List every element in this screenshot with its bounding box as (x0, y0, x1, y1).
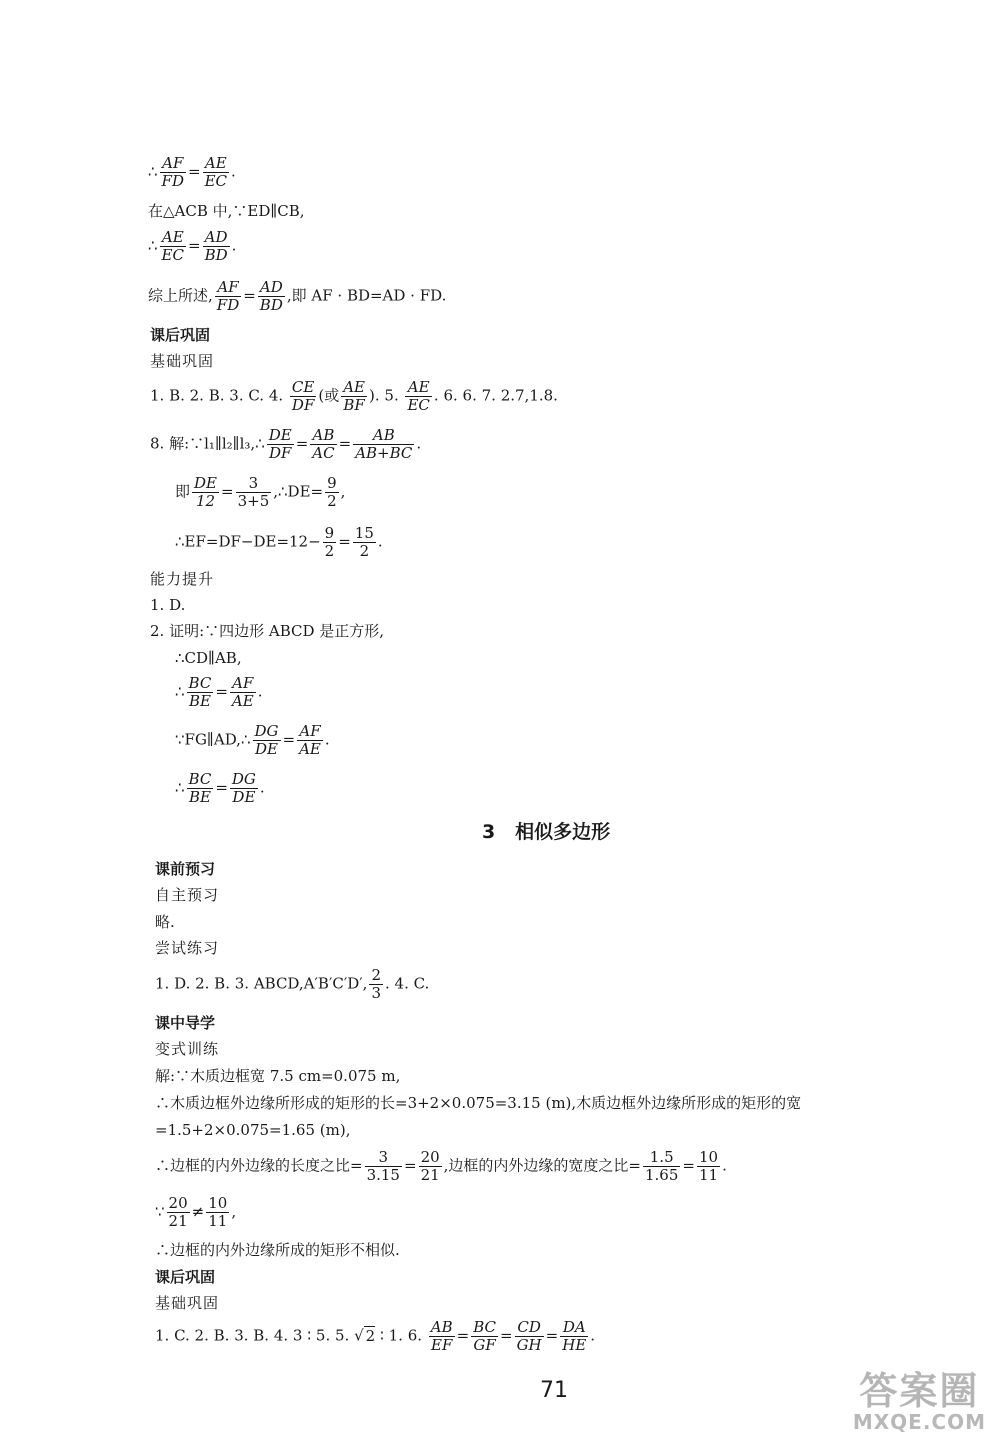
numerator: 1.5 (649, 1148, 674, 1166)
fraction (643, 1150, 680, 1183)
fraction (310, 428, 336, 461)
fraction (187, 676, 214, 709)
solution-text: ,边框的内外边缘的宽度之比= (443, 1156, 641, 1175)
fraction (258, 280, 285, 313)
answers-text: 1. C. 2. B. 3. B. 4. 3 ∶ 5. 5. (155, 1326, 355, 1345)
fraction (230, 676, 256, 709)
fraction (203, 230, 230, 263)
denominator: EF (429, 1336, 455, 1353)
equals: = (456, 1326, 470, 1345)
denominator: BF (341, 396, 367, 413)
punct: . (231, 236, 237, 255)
punct: . (257, 682, 263, 701)
answers-text: . 4. C. (385, 974, 430, 993)
punct: . (231, 162, 236, 181)
numerator: 9 (324, 524, 335, 542)
line-bc-be-af-ae (175, 676, 262, 709)
line-not-equal (155, 1196, 236, 1229)
numerator: AE (204, 154, 227, 172)
equals: = (338, 434, 352, 453)
equals: = (338, 532, 351, 551)
line-ability-2: 2. 证明:∵四边形 ABCD 是正方形, (150, 622, 385, 640)
denominator: BD (204, 246, 228, 264)
numerator: DE (268, 426, 292, 444)
fraction (192, 476, 219, 509)
numerator: 9 (327, 474, 337, 492)
numerator: AE (161, 228, 184, 246)
radicand: 2 (365, 1326, 376, 1345)
solution-text: ∴边框的内外边缘的长度之比= (155, 1156, 363, 1175)
fraction (160, 230, 186, 263)
punct: . (259, 778, 265, 797)
fraction (353, 526, 376, 559)
line-solution-width: 解:∵木质边框宽 7.5 cm=0.075 m, (155, 1067, 401, 1085)
denominator: AE (231, 692, 254, 710)
section-title (482, 823, 610, 842)
denominator: DF (291, 396, 315, 414)
denominator: 1.65 (645, 1166, 679, 1184)
numerator: 10 (208, 1194, 228, 1212)
sqrt-sign: √ (354, 1326, 364, 1345)
watermark-site: MXQE.COM (852, 1410, 986, 1434)
answers-text: ). 5. (369, 386, 404, 405)
equals: = (682, 1156, 695, 1175)
subheading-try-practice: 尝试练习 (155, 939, 220, 957)
equals: = (187, 162, 201, 181)
therefore-symbol: ∴ (175, 682, 185, 701)
line-try-answers (155, 968, 429, 1001)
denominator: 3.15 (366, 1166, 400, 1184)
heading-after-class-2: 课后巩固 (155, 1268, 216, 1286)
line-q8-solution (150, 428, 421, 461)
equals: = (221, 482, 234, 501)
numerator: 15 (354, 524, 374, 542)
numerator: DG (231, 770, 256, 788)
summary-conclusion: ,即 AF · BD=AD · FD. (286, 286, 447, 305)
numerator: AE (407, 378, 430, 396)
not-equal: ≠ (191, 1202, 205, 1221)
numerator: BC (188, 770, 212, 788)
denominator: 12 (192, 492, 219, 509)
numerator: 3 (248, 474, 259, 492)
equals: = (187, 236, 201, 255)
punct: , (231, 1202, 237, 1221)
denominator: 2 (324, 542, 335, 560)
punct: . (590, 1326, 596, 1345)
numerator: AB (372, 426, 395, 444)
numerator: 20 (168, 1194, 188, 1212)
therefore-symbol: ∴ (148, 162, 158, 181)
fraction (203, 156, 229, 189)
answers-text: . 6. 6. 7. 2.7,1.8. (433, 386, 558, 405)
therefore-symbol: ∴ (148, 236, 158, 255)
answers-text: ∶ 1. 6. (375, 1326, 427, 1345)
denominator: EC (161, 246, 184, 264)
fraction (215, 280, 241, 313)
subheading-variant: 变式训练 (155, 1040, 220, 1058)
fraction (471, 1320, 498, 1353)
line-ability-1: 1. D. (150, 596, 186, 614)
equals: = (295, 434, 309, 453)
fraction (429, 1320, 455, 1353)
solution-text: 8. 解:∵l₁∥l₂∥l₃,∴ (150, 434, 265, 453)
line-ratios (155, 1150, 727, 1183)
line-in-triangle-acb: 在△ACB 中,∵ED∥CB, (148, 202, 305, 220)
equals: = (215, 778, 228, 797)
numerator: 20 (420, 1148, 440, 1166)
fraction (187, 772, 214, 805)
numerator: DA (562, 1318, 586, 1336)
fraction (419, 1150, 442, 1183)
heading-in-class: 课中导学 (155, 1014, 216, 1032)
heading-preview: 课前预习 (155, 860, 216, 878)
heading-after-class: 课后巩固 (150, 326, 211, 344)
line-conclusion: ∴边框的内外边缘所成的矩形不相似. (155, 1241, 400, 1259)
fraction (253, 724, 281, 757)
subheading-basic-2: 基础巩固 (155, 1294, 220, 1312)
denominator: AE (299, 740, 321, 758)
numerator: BC (473, 1318, 496, 1336)
line-cd-parallel-ab: ∴CD∥AB, (175, 649, 242, 667)
solution-text: ∴EF=DF−DE=12− (175, 532, 321, 551)
equals: = (545, 1326, 559, 1345)
answers-text: 1. B. 2. B. 3. C. 4. (150, 386, 288, 405)
subheading-basic: 基础巩固 (150, 352, 215, 370)
denominator: EC (407, 396, 430, 414)
fraction (325, 476, 339, 509)
line-bc-be-dg-de (175, 772, 265, 805)
denominator: HE (562, 1336, 587, 1354)
section-number: 3 (482, 821, 496, 843)
fraction (515, 1320, 544, 1353)
numerator: AB (430, 1318, 453, 1336)
because-symbol: ∵ (155, 1202, 165, 1221)
numerator: AF (299, 722, 321, 740)
line-ae-ec-ad-bd (148, 230, 236, 263)
fraction (267, 428, 294, 461)
fraction (297, 724, 323, 757)
punct: . (324, 730, 330, 749)
fraction (353, 428, 414, 461)
numerator: CE (291, 378, 315, 396)
fraction (167, 1196, 190, 1229)
denominator: FD (161, 172, 184, 190)
fraction (323, 526, 337, 559)
numerator: 2 (371, 966, 381, 984)
therefore-symbol: ∴ (175, 778, 185, 797)
denominator: 11 (208, 1212, 228, 1230)
line-q8-step3 (175, 526, 383, 559)
numerator: DG (254, 722, 279, 740)
equals: = (243, 286, 256, 305)
fraction (365, 1150, 402, 1183)
denominator: AC (312, 444, 335, 462)
fraction (236, 476, 272, 509)
line-af-fd-ae-ec (148, 156, 236, 189)
denominator: 3 (371, 984, 381, 1002)
denominator: AB+BC (355, 444, 413, 462)
line-omitted: 略. (155, 913, 175, 931)
line-answers-1-7 (150, 380, 558, 413)
punct: . (416, 434, 422, 453)
fraction (160, 156, 186, 189)
denominator: DF (267, 444, 294, 461)
line-solution-width-value: =1.5+2×0.075=1.65 (m), (155, 1121, 351, 1139)
subheading-ability: 能力提升 (150, 570, 215, 588)
fraction (560, 1320, 588, 1353)
denominator: BE (187, 788, 214, 805)
equals: = (500, 1326, 513, 1345)
solution-text: ,∴DE= (273, 482, 324, 501)
fraction (697, 1150, 720, 1183)
numerator: CD (517, 1318, 541, 1336)
line-fg-parallel-ad (175, 724, 330, 757)
denominator: 21 (420, 1166, 440, 1184)
page-number: 71 (540, 1378, 568, 1403)
watermark-logo: 答案圈 (859, 1369, 980, 1413)
numerator: BC (188, 674, 212, 692)
equals: = (282, 730, 296, 749)
denominator: GF (471, 1336, 498, 1353)
denominator: GH (516, 1336, 542, 1354)
numerator: AF (232, 674, 254, 692)
solution-text: 即 (175, 482, 191, 501)
line-summary (148, 280, 446, 313)
numerator: 10 (698, 1148, 719, 1166)
numerator: AD (259, 278, 283, 296)
watermark (852, 1369, 986, 1434)
numerator: DE (194, 474, 217, 492)
denominator: 3+5 (237, 492, 270, 510)
punct: . (722, 1156, 727, 1175)
denominator: 2 (353, 542, 376, 559)
solution-text: ∵FG∥AD,∴ (175, 730, 251, 749)
fraction (341, 380, 367, 413)
denominator: FD (216, 296, 240, 314)
fraction (230, 772, 258, 805)
denominator: DE (230, 788, 258, 805)
denominator: 21 (168, 1212, 188, 1230)
fraction (290, 380, 316, 413)
line-q8-step2 (175, 476, 345, 509)
summary-prefix: 综上所述, (148, 286, 213, 305)
numerator: AB (312, 426, 335, 444)
section-name: 相似多边形 (515, 821, 611, 843)
answers-text: 1. D. 2. B. 3. ABCD,A′B′C′D′, (155, 974, 368, 993)
denominator: BD (259, 296, 283, 314)
numerator: AE (343, 378, 366, 396)
equals: = (403, 1156, 417, 1175)
numerator: AD (204, 228, 228, 246)
denominator: EC (204, 172, 227, 190)
punct: , (340, 482, 346, 501)
fraction (369, 968, 383, 1001)
fraction (405, 380, 431, 413)
line-solution-length: ∴木质边框外边缘所形成的矩形的长=3+2×0.075=3.15 (m),木质边框外边缘所形成的矩形的宽 (155, 1094, 802, 1112)
equals: = (215, 682, 228, 701)
numerator: 3 (378, 1148, 389, 1166)
denominator: BE (187, 692, 214, 709)
denominator: DE (253, 740, 281, 757)
subheading-self-preview: 自主预习 (155, 886, 220, 904)
numerator: AF (162, 154, 184, 172)
fraction (206, 1196, 229, 1229)
punct: . (377, 532, 383, 551)
line-final-answers (155, 1320, 595, 1353)
denominator: 2 (327, 492, 337, 510)
answers-text: (或 (318, 386, 340, 405)
numerator: AF (217, 278, 239, 296)
denominator: 11 (698, 1166, 719, 1184)
